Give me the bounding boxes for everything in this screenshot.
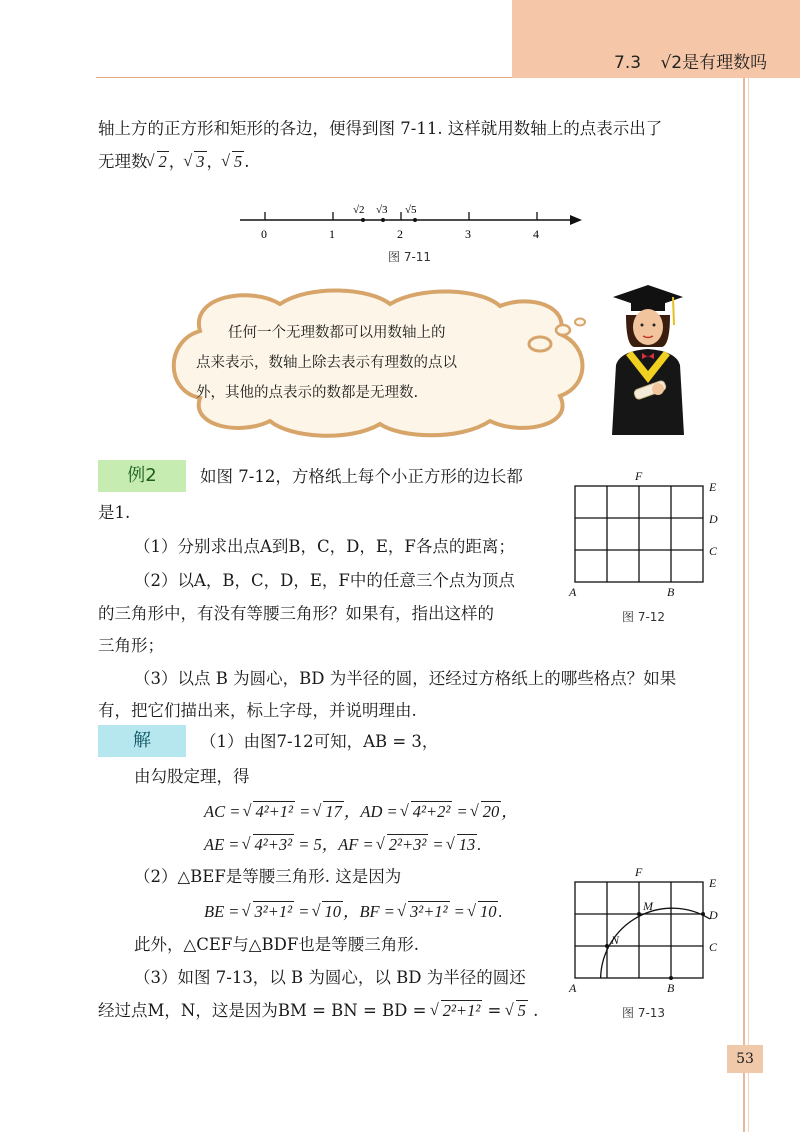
point-sqrt2 [361,218,365,222]
label-N: N [611,933,620,947]
solution-tag: 解 [98,725,186,757]
cloud-line-1: 任何一个无理数都可以用数轴上的 [228,325,446,341]
question-2-line-2: 的三角形中，有没有等腰三角形？如果有，指出这样的 [98,604,494,623]
mark-sqrt3: √3 [376,204,388,216]
equation-ae-af: AE = √ 4²+3² = 5，AF = √ 2²+3² = √ 13 . [204,828,481,861]
graduate-student-illustration [598,285,698,435]
solution-1b: 由勾股定理，得 [134,767,250,786]
figure-7-12-caption: 图 7-12 [622,610,666,624]
solution-1: （1）由图7-12可知，AB = 3， [200,732,439,751]
intro-line-1: 轴上方的正方形和矩形的各边，便得到图 7-11. 这样就用数轴上的点表示出了 [98,119,663,138]
question-2-line-3: 三角形； [98,636,164,655]
example-tag: 例2 [98,460,186,492]
equation-ac-ad: AC = √ 4²+1² = √ 17 ，AD = √ 4²+2² = √ 20 ， [204,795,518,828]
arrow-right-icon [570,215,582,225]
label-E: E [709,480,717,494]
section-number: 7.3 [614,53,642,73]
point-M [637,912,641,916]
sqrt-symbol-icon: √ [660,53,672,73]
thought-bubble-medium [556,325,570,335]
label-C: C [709,940,718,954]
question-3-line-1: （3）以点 B 为圆心，BD 为半径的圆，还经过方格纸上的哪些格点？如果 [134,669,677,688]
solution-3-line-1: （3）如图 7-13，以 B 为圆心，以 BD 为半径的圆还 [134,968,526,987]
intro-line-2: 无理数√ 2 ，√ 3 ，√ 5 . [98,145,250,178]
point-sqrt3 [381,218,385,222]
label-B: B [667,585,675,599]
equation-be-bf: BE = √ 3²+1² = √ 10 ，BF = √ 3²+1² = √ 10 . [204,895,503,928]
figure-7-11-caption: 图 7-11 [388,250,432,264]
example-line-1: 如图 7-12，方格纸上每个小正方形的边长都 [200,467,523,486]
section-title: 2是有理数吗 [671,53,768,73]
section-header [614,48,767,73]
mark-sqrt5: √5 [405,204,417,216]
number-line-figure [230,198,600,246]
tick-label-3: 3 [465,227,471,241]
label-F: F [635,865,643,879]
cloud-line-2: 点来表示，数轴上除去表示有理数的点以 [196,355,457,371]
margin-rule-inner [748,78,749,1132]
figure-7-13-grid [565,862,725,997]
point-B [669,976,673,980]
label-F: F [635,469,643,483]
point-N [605,944,609,948]
label-E: E [709,876,717,890]
page-number: 53 [727,1045,763,1073]
point-D [701,912,705,916]
solution-3-line-2: 经过点M，N，这是因为BM = BN = BD = √ 2²+1² = √ 5 . [98,994,538,1027]
tick-label-2: 2 [397,227,403,241]
example-line-2: 是1. [98,503,131,522]
thought-bubble-large [529,337,551,351]
tick-label-4: 4 [533,227,539,241]
label-A: A [569,585,577,599]
tassel-icon [673,297,674,325]
sqrt-5: √ 5 [223,145,244,178]
cloud-line-3: 外，其他的点表示的数都是无理数. [196,385,419,401]
tick-label-0: 0 [261,227,267,241]
label-A: A [569,981,577,995]
label-M: M [643,899,653,913]
label-C: C [709,544,718,558]
hand-icon [652,383,664,395]
question-1: （1）分别求出点A到B，C，D，E，F各点的距离； [134,537,515,556]
margin-rule [743,78,745,1132]
tick-label-1: 1 [329,227,335,241]
thought-bubble-small [575,319,585,326]
figure-7-13-caption: 图 7-13 [622,1006,666,1020]
sqrt-2: √ 2 [148,145,169,178]
label-D: D [709,908,718,922]
label-B: B [667,981,675,995]
mark-sqrt2: √2 [353,204,365,216]
face-icon [633,309,663,345]
label-D: D [709,512,718,526]
solution-2: （2）△BEF是等腰三角形. 这是因为 [134,867,402,886]
figure-7-12-grid [565,466,725,601]
question-2-line-1: （2）以A，B，C，D，E，F中的任意三个点为顶点 [134,571,515,590]
header-rule [96,77,512,78]
solution-2b: 此外，△CEF与△BDF也是等腰三角形. [134,935,420,954]
point-sqrt5 [413,218,417,222]
sqrt-3: √ 3 [185,145,206,178]
question-3-line-2: 有，把它们描出来，标上字母，并说明理由. [98,701,417,720]
